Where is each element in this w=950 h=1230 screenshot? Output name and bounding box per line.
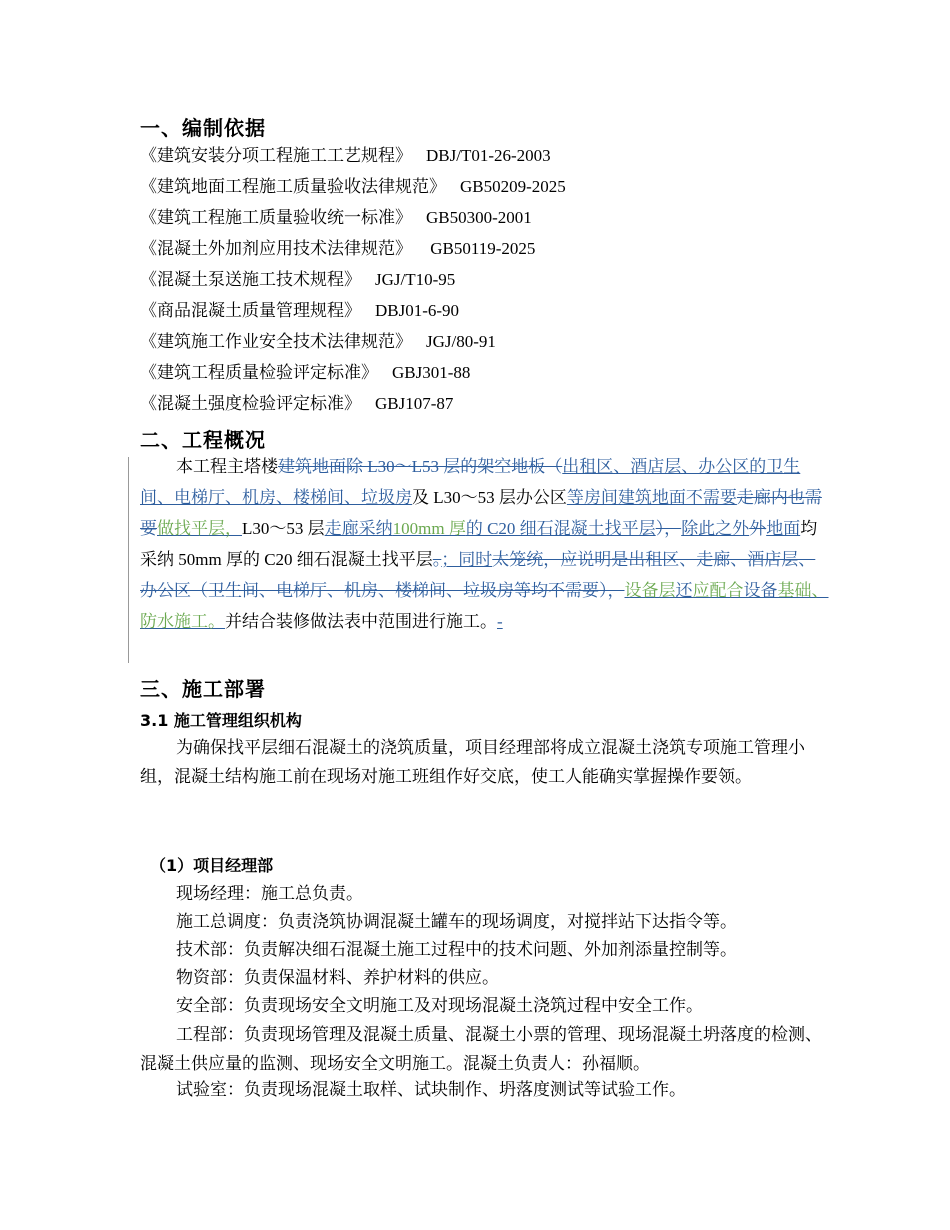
inserted-text: 地面 <box>766 519 801 538</box>
reference-code: GB50209-2025 <box>460 177 566 196</box>
inserted-text: 出租区、酒店层、办公区的卫生间、电梯厅、机房、楼梯间、垃圾房 <box>140 457 801 507</box>
reference-item <box>140 177 566 197</box>
reference-name: 《建筑工程质量检验评定标准》 <box>140 363 378 382</box>
reference-code: GB50300-2001 <box>426 208 532 227</box>
reference-item <box>140 394 453 414</box>
intro-paragraph: 为确保找平层细石混凝土的浇筑质量，项目经理部将成立混凝土浇筑专项施工管理小组，混凝土结构施工前在现场对施工班组作好交底，使工人能确实掌握操作要领。 <box>140 738 805 786</box>
inserted-text: 走廊采纳 <box>324 519 393 538</box>
inserted-text: 还 <box>675 581 693 600</box>
text-run: 均采纳 50mm 厚的 C20 细石混凝土找平层 <box>140 519 818 569</box>
reference-name: 《建筑工程施工质量验收统一标准》 <box>140 208 412 227</box>
inserted-text: 的 C20 细石混凝土找平层 <box>465 519 656 538</box>
reference-code: GBJ107-87 <box>375 394 454 413</box>
reference-item <box>140 208 532 228</box>
text-run: 本工程主塔楼 <box>176 457 278 476</box>
reference-item <box>140 270 455 290</box>
section-title-overview: 二、工程概况 <box>140 428 266 452</box>
inserted-text: 等房间建筑地面不需要 <box>566 488 737 507</box>
reference-name: 《建筑地面工程施工质量验收法律规范》 <box>140 177 446 196</box>
subsection-title: 3.1 施工管理组织机构 <box>140 711 302 730</box>
reference-item <box>140 301 459 321</box>
inserted-text: 应配合 <box>692 581 744 600</box>
reference-name: 《混凝土强度检验评定标准》 <box>140 394 361 413</box>
reference-name: 《商品混凝土质量管理规程》 <box>140 301 361 320</box>
reference-code: DBJ/T01-26-2003 <box>426 146 551 165</box>
revision-bar <box>128 457 129 663</box>
duty-item: 施工总调度：负责浇筑协调混凝土罐车的现场调度，对搅拌站下达指令等。 <box>176 912 737 931</box>
inserted-text: 设备层 <box>624 581 676 600</box>
reference-item <box>140 239 535 259</box>
deleted-text: ）， <box>655 519 682 538</box>
duty-item: 现场经理：施工总负责。 <box>176 884 363 903</box>
text-run: 及 L30～53 层办公区 <box>412 488 567 507</box>
reference-code: GBJ301-88 <box>392 363 471 382</box>
reference-code: JGJ/80-91 <box>426 332 496 351</box>
deleted-text: 太笼统，应说明是出租区、走廊、酒店层、办公区（卫生间、电梯厅、机房、楼梯间、垃圾房等均不需要）， <box>140 550 816 600</box>
reference-name: 《混凝土外加剂应用技术法律规范》 <box>140 239 412 258</box>
text-run: 并结合装修做法表中范围进行施工。 <box>225 612 497 631</box>
deleted-text: 建筑地面除 L30～L53 层的架空地板（ <box>278 457 563 476</box>
section-title-basis: 一、编制依据 <box>140 116 266 140</box>
reference-item <box>140 332 496 352</box>
deleted-text: 走廊内也需要 <box>140 488 822 538</box>
reference-item <box>140 146 551 166</box>
inserted-text: - <box>497 612 503 631</box>
inserted-text: 基础、防水施工。 <box>140 581 829 631</box>
text-run: L30～53 层 <box>242 519 325 538</box>
reference-name: 《建筑安装分项工程施工工艺规程》 <box>140 146 412 165</box>
reference-code: JGJ/T10-95 <box>375 270 456 289</box>
group-title: （1）项目经理部 <box>150 856 274 875</box>
engineering-duty: 工程部：负责现场管理及混凝土质量、混凝土小票的管理、现场混凝土坍落度的检测、混凝土供应量的监测、现场安全文明施工。混凝土负责人：孙福顺。 <box>140 1025 822 1073</box>
deleted-text: 外 <box>749 519 767 538</box>
overview-paragraph <box>140 451 830 637</box>
reference-item <box>140 363 470 383</box>
deleted-text: 。 <box>432 550 442 569</box>
duty-item: 安全部：负责现场安全文明施工及对现场混凝土浇筑过程中安全工作。 <box>176 996 703 1015</box>
duty-item: 技术部：负责解决细石混凝土施工过程中的技术问题、外加剂添量控制等。 <box>176 940 737 959</box>
inserted-text: 设备 <box>743 581 778 600</box>
inserted-text: ；同时 <box>441 550 493 569</box>
inserted-text: 100mm 厚 <box>392 519 466 538</box>
reference-name: 《混凝土泵送施工技术规程》 <box>140 270 361 289</box>
reference-name: 《建筑施工作业安全技术法律规范》 <box>140 332 412 351</box>
section-title-deployment: 三、施工部署 <box>140 677 266 701</box>
inserted-text: 除此之外 <box>681 519 750 538</box>
duty-item: 物资部：负责保温材料、养护材料的供应。 <box>176 968 499 987</box>
lab-duty: 试验室：负责现场混凝土取样、试块制作、坍落度测试等试验工作。 <box>176 1080 686 1099</box>
inserted-text: 做找平层， <box>157 519 242 538</box>
reference-code: GB50119-2025 <box>426 239 536 258</box>
reference-code: DBJ01-6-90 <box>375 301 460 320</box>
